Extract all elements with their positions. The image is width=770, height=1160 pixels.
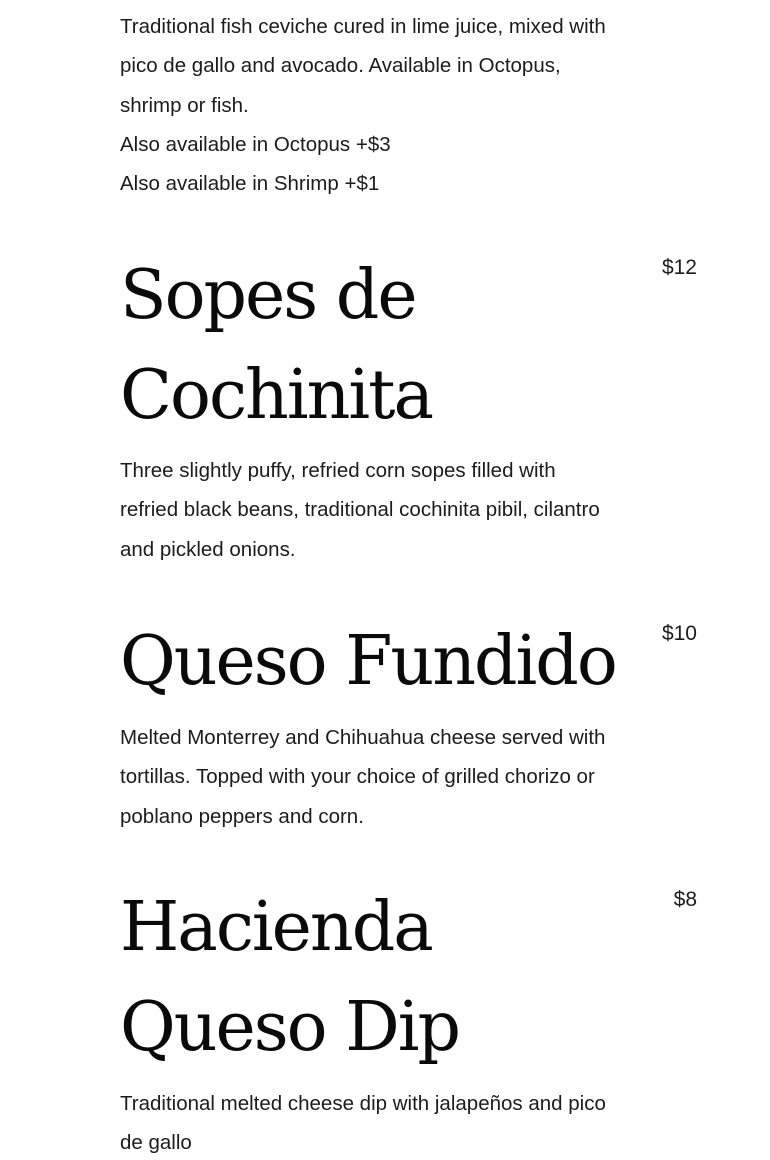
- sopes-price: $12: [661, 256, 697, 279]
- ceviche-description: [120, 7, 610, 203]
- hacienda-queso-dip-price: $8: [673, 888, 697, 911]
- sopes-title: Sopes de Cochinita: [120, 256, 433, 435]
- queso-fundido-title: Queso Fundido: [120, 622, 616, 701]
- sopes-description: Three slightly puffy, refried corn sopes filled with refried black beans, traditional cochinita pibil, cilantro and pickled onions.: [120, 459, 600, 561]
- queso-fundido-description: Melted Monterrey and Chihuahua cheese served with tortillas. Topped with your choice of grilled chorizo or poblano peppers and corn.: [120, 726, 606, 828]
- ceviche-description-text: Traditional fish ceviche cured in lime juice, mixed with pico de gallo and avocado. Available in Octopus, shrimp or fish.: [120, 15, 606, 117]
- ceviche-option-octopus: Also available in Octopus +$3: [120, 132, 391, 156]
- ceviche-option-shrimp: Also available in Shrimp +$1: [120, 172, 380, 196]
- queso-fundido-price: $10: [661, 622, 697, 645]
- hacienda-queso-dip-title: Hacienda Queso Dip: [120, 888, 460, 1067]
- hacienda-queso-dip-description: Traditional melted cheese dip with jalapeños and pico de gallo: [120, 1092, 606, 1155]
